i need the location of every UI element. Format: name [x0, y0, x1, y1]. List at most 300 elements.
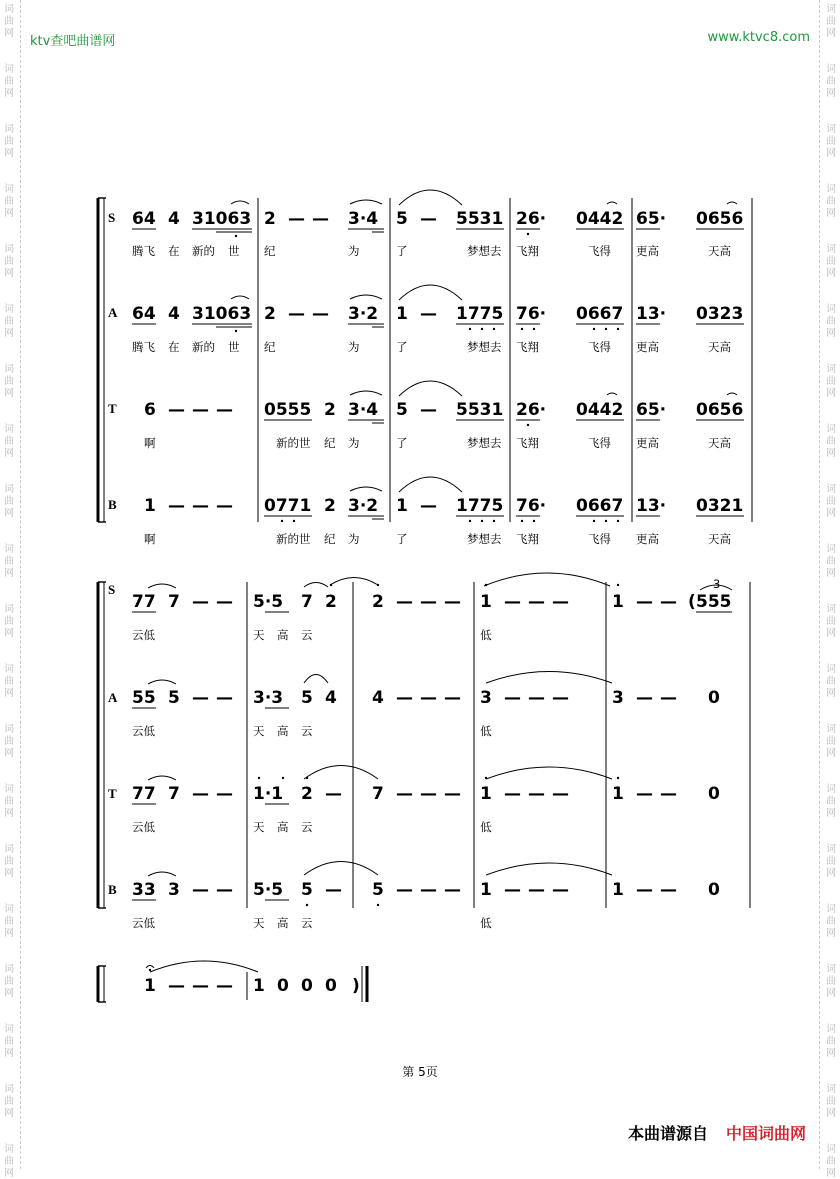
lyric: 为 [348, 436, 360, 450]
note: 65· [636, 400, 667, 420]
watermark-glyph: 曲 [4, 496, 14, 507]
note: 1 [612, 880, 624, 900]
note: 3 [480, 688, 492, 708]
lyric: 低 [480, 628, 492, 642]
note: — [168, 496, 185, 516]
watermark-glyph: 词 [4, 1024, 14, 1035]
lyric: 了 [396, 532, 408, 546]
lyric: 天高 [708, 532, 731, 546]
note: 2 [301, 784, 313, 804]
watermark-glyph: 网 [4, 688, 14, 699]
watermark-glyph: 曲 [4, 436, 14, 447]
note: 0 [708, 688, 720, 708]
watermark-glyph: 词 [826, 124, 836, 135]
watermark-glyph: 网 [4, 208, 14, 219]
header-site-right[interactable]: www.ktvc8.com [707, 30, 810, 45]
note: — [444, 688, 461, 708]
footer-site-link[interactable]: 中国词曲网 [725, 1124, 806, 1143]
note: — [325, 880, 342, 900]
watermark-glyph: 词 [4, 184, 14, 195]
note: — [216, 976, 233, 996]
note: — [636, 688, 653, 708]
footer-source [628, 1121, 806, 1144]
watermark-glyph: 网 [826, 628, 836, 639]
note: — [528, 592, 545, 612]
lyric: 飞得 [588, 532, 611, 546]
watermark-glyph: 曲 [826, 1156, 836, 1167]
watermark-glyph: 词 [4, 64, 14, 75]
note: — [192, 880, 209, 900]
watermark-glyph: 曲 [4, 796, 14, 807]
note: 1 [144, 496, 156, 516]
note: — [396, 688, 413, 708]
note: 5 [168, 688, 180, 708]
watermark-glyph: 网 [4, 508, 14, 519]
watermark-glyph: 网 [4, 928, 14, 939]
watermark-glyph: 词 [826, 844, 836, 855]
watermark-glyph: 网 [4, 28, 14, 39]
note: 0656 [696, 400, 744, 420]
note: — [396, 880, 413, 900]
lyric: 了 [396, 436, 408, 450]
note: 3·2 [348, 496, 379, 516]
watermark-glyph: 词 [4, 964, 14, 975]
lyric: 云 [301, 916, 313, 930]
note: — [420, 688, 437, 708]
note: 64 [132, 209, 156, 229]
note: 3·4 [348, 400, 379, 420]
watermark-glyph: 网 [826, 568, 836, 579]
note: 1·1 [253, 784, 284, 804]
watermark-glyph: 曲 [826, 376, 836, 387]
note: 1 [612, 592, 624, 612]
note: 0 [277, 976, 289, 996]
note: 1 [612, 784, 624, 804]
voice-label-tenor: T [108, 401, 117, 416]
note: 5 [396, 400, 408, 420]
note: 77 [132, 592, 156, 612]
watermark-glyph: 词 [826, 184, 836, 195]
watermark-glyph: 网 [4, 988, 14, 999]
note: — [528, 688, 545, 708]
watermark-glyph: 曲 [4, 616, 14, 627]
lyric: 飞得 [588, 340, 611, 354]
note: 3·2 [348, 304, 379, 324]
lyric: 为 [348, 532, 360, 546]
note: — [420, 400, 437, 420]
watermark-glyph: 网 [4, 448, 14, 459]
watermark-glyph: 曲 [826, 796, 836, 807]
note: 0667 [576, 496, 624, 516]
note: 13· [636, 496, 667, 516]
watermark-glyph: 曲 [4, 1096, 14, 1107]
watermark-glyph: 网 [4, 328, 14, 339]
watermark-glyph: 曲 [4, 256, 14, 267]
note: 31063 [192, 304, 252, 324]
watermark-glyph: 曲 [826, 736, 836, 747]
watermark-glyph: 曲 [4, 1156, 14, 1167]
watermark-glyph: 词 [4, 304, 14, 315]
voice-label-tenor: T [108, 786, 117, 801]
watermark-glyph: 曲 [4, 16, 14, 27]
note: 2 [325, 592, 337, 612]
note: 0442 [576, 209, 624, 229]
note: — [660, 592, 677, 612]
lyric: 天高 [708, 436, 731, 450]
watermark-glyph: 网 [826, 88, 836, 99]
watermark-glyph: 曲 [826, 256, 836, 267]
lyric: 飞翔 [516, 244, 539, 258]
note: 2 [324, 400, 336, 420]
watermark-glyph: 曲 [826, 856, 836, 867]
note: — [216, 496, 233, 516]
watermark-glyph: 词 [4, 424, 14, 435]
note: 3 [168, 880, 180, 900]
lyric: 腾飞 [132, 244, 155, 258]
lyric: 云 [301, 820, 313, 834]
watermark-glyph: 网 [826, 1108, 836, 1119]
note: — [192, 784, 209, 804]
note: 0667 [576, 304, 624, 324]
note: — [504, 592, 521, 612]
watermark-glyph: 曲 [826, 316, 836, 327]
watermark-glyph: 网 [826, 148, 836, 159]
note: — [636, 880, 653, 900]
note: 555 [696, 592, 732, 612]
note: 0 [708, 784, 720, 804]
note: 2 [324, 496, 336, 516]
watermark-glyph: 词 [4, 544, 14, 555]
watermark-glyph: 网 [826, 688, 836, 699]
note: 1 [480, 784, 492, 804]
note: 5·5 [253, 880, 284, 900]
note: — [552, 592, 569, 612]
watermark-glyph: 网 [826, 328, 836, 339]
watermark-glyph: 词 [826, 424, 836, 435]
note: 5531 [456, 209, 504, 229]
watermark-glyph: 词 [4, 124, 14, 135]
watermark-glyph: 网 [826, 28, 836, 39]
watermark-glyph: 网 [826, 268, 836, 279]
lyric: 更高 [636, 340, 659, 354]
watermark-glyph: 网 [826, 1168, 836, 1179]
lyric: 高 [277, 724, 289, 738]
voice-label-alto: A [108, 305, 118, 320]
note: — [216, 784, 233, 804]
note: — [552, 880, 569, 900]
note: 5·5 [253, 592, 284, 612]
note: — [420, 209, 437, 229]
lyric: 纪 [264, 244, 276, 258]
watermark-glyph: 词 [4, 1084, 14, 1095]
note: 4 [168, 304, 180, 324]
watermark-glyph: 词 [4, 724, 14, 735]
note: 7 [372, 784, 384, 804]
note: — [636, 784, 653, 804]
watermark-glyph: 网 [826, 748, 836, 759]
note: 1775 [456, 496, 504, 516]
lyric: 云 [301, 724, 313, 738]
watermark-glyph: 曲 [826, 76, 836, 87]
watermark-glyph: 网 [4, 1048, 14, 1059]
note: ( [688, 592, 696, 612]
watermark-glyph: 词 [4, 604, 14, 615]
note: 7 [168, 784, 180, 804]
watermark-glyph: 网 [4, 88, 14, 99]
note: 0771 [264, 496, 312, 516]
watermark-glyph: 网 [826, 448, 836, 459]
lyric: 新的世 [276, 532, 311, 546]
watermark-glyph: 曲 [826, 1036, 836, 1047]
system-3 [98, 961, 367, 1002]
note: 65· [636, 209, 667, 229]
watermark-glyph: 网 [826, 388, 836, 399]
note: — [216, 688, 233, 708]
watermark-glyph: 网 [826, 508, 836, 519]
note: 26· [516, 400, 547, 420]
watermark-glyph: 曲 [4, 556, 14, 567]
lyric: 更高 [636, 244, 659, 258]
watermark-glyph: 词 [826, 724, 836, 735]
note: 3·4 [348, 209, 379, 229]
watermark-glyph: 词 [4, 904, 14, 915]
note: 31063 [192, 209, 252, 229]
watermark-glyph: 词 [826, 1084, 836, 1095]
note: 1 [480, 880, 492, 900]
note: — [288, 209, 305, 229]
lyric: 低 [480, 916, 492, 930]
lyric: 了 [396, 244, 408, 258]
note: — [420, 304, 437, 324]
note: — [444, 592, 461, 612]
watermark-glyph: 词 [4, 484, 14, 495]
watermark-glyph: 曲 [4, 736, 14, 747]
note: — [192, 976, 209, 996]
watermark-glyph: 网 [4, 748, 14, 759]
watermark-glyph: 词 [4, 364, 14, 375]
lyric: 新的 [192, 244, 215, 258]
watermark-glyph: 词 [826, 304, 836, 315]
note: 5531 [456, 400, 504, 420]
note: — [420, 496, 437, 516]
watermark-glyph: 曲 [4, 676, 14, 687]
note: 2 [264, 209, 276, 229]
watermark-glyph: 词 [826, 904, 836, 915]
lyric: 天高 [708, 340, 731, 354]
watermark-glyph: 曲 [826, 976, 836, 987]
lyric: 更高 [636, 436, 659, 450]
lyric: 云 [301, 628, 313, 642]
note: ) [352, 976, 360, 996]
note: — [444, 880, 461, 900]
note: 1 [480, 592, 492, 612]
watermark-glyph: 网 [4, 388, 14, 399]
note: — [528, 880, 545, 900]
watermark-glyph: 词 [4, 1144, 14, 1155]
note: — [192, 400, 209, 420]
note: — [168, 976, 185, 996]
watermark-glyph: 曲 [4, 1036, 14, 1047]
note: 4 [325, 688, 337, 708]
header-site-left[interactable]: ktv查吧曲谱网 [30, 34, 116, 49]
lyric: 纪 [324, 436, 336, 450]
lyric: 梦想去 [467, 436, 502, 450]
watermark-glyph: 曲 [826, 496, 836, 507]
note: — [168, 400, 185, 420]
lyric: 低 [480, 724, 492, 738]
lyric: 在 [168, 244, 180, 258]
voice-label-bass: B [108, 497, 117, 512]
lyric: 云低 [132, 820, 155, 834]
lyric: 为 [348, 244, 360, 258]
note: 76· [516, 304, 547, 324]
watermark-glyph: 网 [826, 208, 836, 219]
watermark-glyph: 网 [4, 808, 14, 819]
watermark-glyph: 词 [4, 784, 14, 795]
note: — [552, 784, 569, 804]
watermark-glyph: 词 [4, 244, 14, 255]
watermark-glyph: 词 [826, 664, 836, 675]
watermark-glyph: 词 [826, 1144, 836, 1155]
note: — [216, 400, 233, 420]
lyric: 梦想去 [467, 244, 502, 258]
lyric: 更高 [636, 532, 659, 546]
lyric: 云低 [132, 724, 155, 738]
voice-label-bass: B [108, 882, 117, 897]
note: 0442 [576, 400, 624, 420]
watermark-glyph: 曲 [4, 376, 14, 387]
note: 0 [301, 976, 313, 996]
note: — [396, 592, 413, 612]
note: 3 [612, 688, 624, 708]
watermark-glyph: 网 [4, 1168, 14, 1179]
note: 3·3 [253, 688, 284, 708]
watermark-glyph: 曲 [826, 676, 836, 687]
page-number: 第 5页 [402, 1065, 438, 1079]
watermark-glyph: 曲 [826, 916, 836, 927]
lyric: 了 [396, 340, 408, 354]
watermark-glyph: 曲 [4, 316, 14, 327]
note: 1 [396, 304, 408, 324]
note: 5 [301, 688, 313, 708]
watermark-glyph: 网 [4, 868, 14, 879]
note: 0321 [696, 496, 744, 516]
note: — [660, 784, 677, 804]
watermark-glyph: 网 [826, 1048, 836, 1059]
note: 0555 [264, 400, 312, 420]
lyric: 新的 [192, 340, 215, 354]
note: 2 [372, 592, 384, 612]
watermark-glyph: 曲 [4, 196, 14, 207]
watermark-glyph: 词 [826, 364, 836, 375]
watermark-glyph: 词 [4, 844, 14, 855]
note: 6 [144, 400, 156, 420]
watermark-glyph: 曲 [4, 976, 14, 987]
note: 77 [132, 784, 156, 804]
watermark-glyph: 网 [4, 1108, 14, 1119]
watermark-glyph: 曲 [826, 16, 836, 27]
watermark-glyph: 曲 [826, 136, 836, 147]
note: — [660, 688, 677, 708]
lyric: 啊 [144, 436, 156, 450]
note: — [504, 784, 521, 804]
watermark-glyph: 曲 [826, 196, 836, 207]
watermark-glyph: 曲 [826, 1096, 836, 1107]
note: — [288, 304, 305, 324]
note: — [192, 688, 209, 708]
note: — [504, 880, 521, 900]
lyric: 高 [277, 916, 289, 930]
watermark-glyph: 网 [826, 988, 836, 999]
note: — [636, 592, 653, 612]
lyric: 高 [277, 628, 289, 642]
watermark-glyph: 曲 [4, 856, 14, 867]
note: — [192, 592, 209, 612]
lyric: 飞翔 [516, 532, 539, 546]
note: 1775 [456, 304, 504, 324]
watermark-glyph: 词 [826, 484, 836, 495]
watermark-glyph: 词 [826, 64, 836, 75]
note: — [552, 688, 569, 708]
voice-label-alto: A [108, 690, 118, 705]
note: 33 [132, 880, 156, 900]
lyric: 世 [228, 244, 240, 258]
lyric: 天高 [708, 244, 731, 258]
watermark-glyph: 网 [826, 868, 836, 879]
note: 4 [168, 209, 180, 229]
lyric: 飞得 [588, 436, 611, 450]
lyric: 飞翔 [516, 436, 539, 450]
watermark-glyph: 曲 [826, 556, 836, 567]
note: — [325, 784, 342, 804]
watermark-glyph: 词 [4, 664, 14, 675]
system-1 [98, 190, 752, 546]
lyric: 新的世 [276, 436, 311, 450]
note: 0 [708, 880, 720, 900]
note: 76· [516, 496, 547, 516]
note: 5 [396, 209, 408, 229]
watermark-glyph: 曲 [4, 136, 14, 147]
watermark-glyph: 曲 [826, 436, 836, 447]
voice-label-soprano: S [108, 582, 116, 597]
watermark-glyph: 词 [826, 1024, 836, 1035]
lyric: 梦想去 [467, 532, 502, 546]
voice-label-soprano: S [108, 210, 116, 225]
watermark-glyph: 网 [4, 148, 14, 159]
note: — [216, 880, 233, 900]
watermark-glyph: 网 [4, 568, 14, 579]
note: 1 [396, 496, 408, 516]
note: — [312, 304, 329, 324]
note: 26· [516, 209, 547, 229]
lyric: 云低 [132, 628, 155, 642]
note: 64 [132, 304, 156, 324]
note: — [312, 209, 329, 229]
note: 7 [168, 592, 180, 612]
lyric: 天 [253, 724, 265, 738]
lyric: 腾飞 [132, 340, 155, 354]
note: 7 [301, 592, 313, 612]
system-2 [98, 573, 750, 930]
lyric: 飞翔 [516, 340, 539, 354]
note: 2 [264, 304, 276, 324]
note: — [420, 592, 437, 612]
note: 0323 [696, 304, 744, 324]
watermark-glyph: 网 [826, 808, 836, 819]
note: — [528, 784, 545, 804]
lyric: 云低 [132, 916, 155, 930]
note: 1 [253, 976, 265, 996]
